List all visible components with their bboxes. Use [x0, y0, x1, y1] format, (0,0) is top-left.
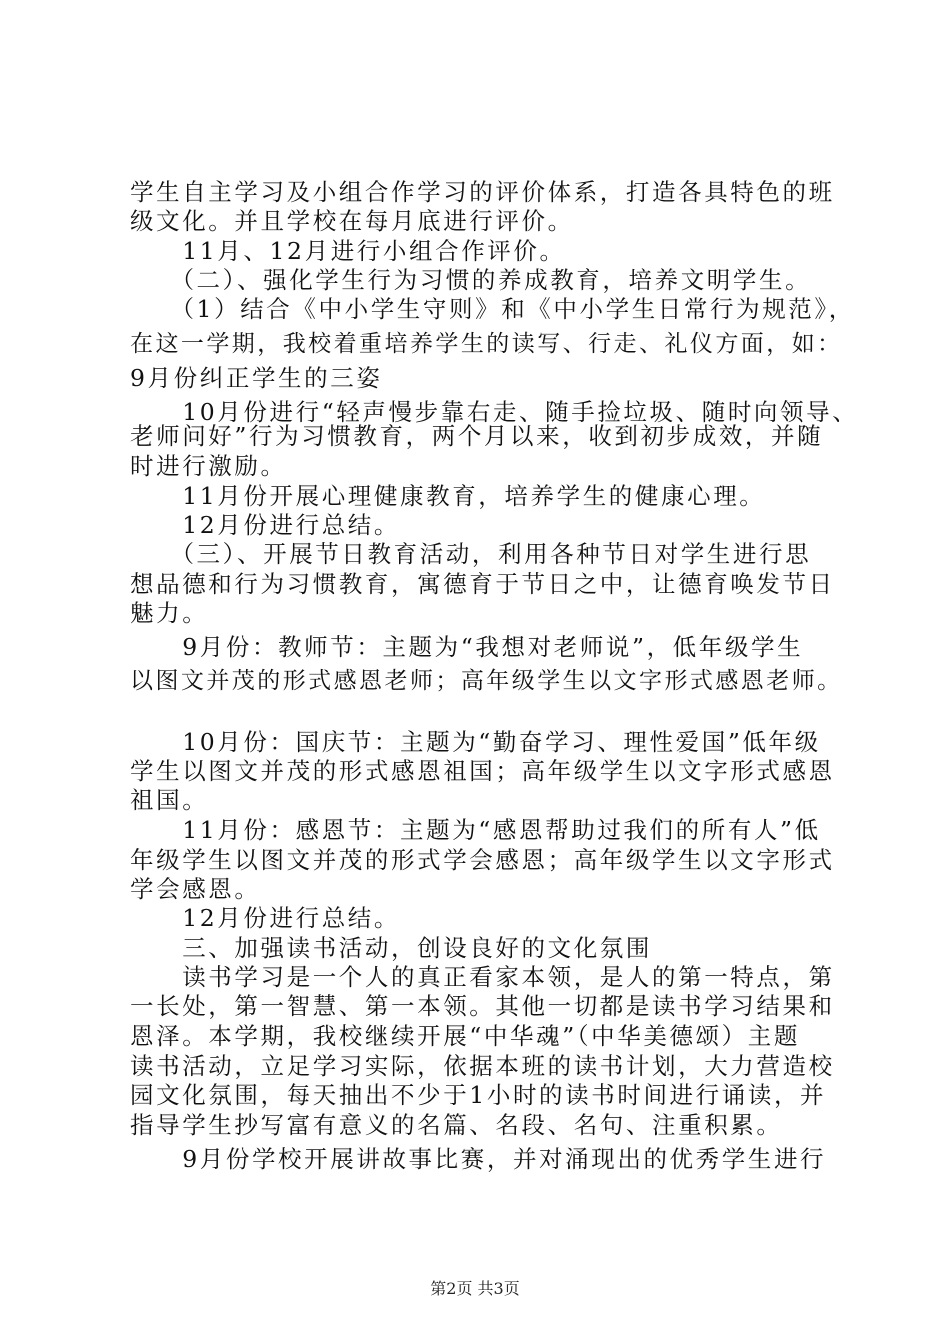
text-line: 园文化氛围，每天抽出不少于1小时的读书时间进行诵读，并: [130, 1081, 827, 1109]
text-line: 学生以图文并茂的形式感恩祖国；高年级学生以文字形式感恩: [130, 757, 835, 785]
text-line: 一长处，第一智慧、第一本领。其他一切都是读书学习结果和: [130, 992, 835, 1020]
text-line: 在这一学期，我校着重培养学生的读写、行走、礼仪方面，如：: [130, 331, 843, 357]
text-line: 9月份学校开展讲故事比赛，并对涌现出的优秀学生进行: [130, 1145, 827, 1173]
text-line: 读书学习是一个人的真正看家本领，是人的第一特点，第: [130, 963, 835, 991]
text-line: 魅力。: [130, 599, 209, 627]
text-line: 10月份进行“轻声慢步靠右走、随手捡垃圾、随时向领导、: [130, 398, 859, 426]
text-line: 想品德和行为习惯教育，寓德育于节日之中，让德育唤发节日: [130, 570, 835, 598]
text-line: 12月份进行总结。: [130, 511, 401, 539]
text-line: 12月份进行总结。: [130, 904, 401, 932]
text-line: 时进行激励。: [130, 452, 287, 480]
text-line: 11月、12月进行小组合作评价。: [130, 237, 566, 265]
text-line: 级文化。并且学校在每月底进行评价。: [130, 207, 574, 235]
text-line: 学会感恩。: [130, 875, 261, 903]
text-line: 11月份：感恩节：主题为“感恩帮助过我们的所有人”低: [130, 816, 821, 844]
text-line: 9月份纠正学生的三姿: [130, 364, 383, 392]
text-line: 老师问好”行为习惯教育，两个月以来，收到初步成效，并随: [130, 422, 824, 450]
text-line: 10月份：国庆节：主题为“勤奋学习、理性爱国”低年级: [130, 728, 821, 756]
text-line: 指导学生抄写富有意义的名篇、名段、名句、注重积累。: [130, 1111, 783, 1139]
text-line: （三）、开展节日教育活动，利用各种节日对学生进行思: [130, 540, 812, 568]
text-line: 9月份：教师节：主题为“我想对老师说”，低年级学生: [130, 633, 804, 661]
text-line: 11月份开展心理健康教育，培养学生的健康心理。: [130, 482, 766, 510]
text-line: 学生自主学习及小组合作学习的评价体系，打造各具特色的班: [130, 178, 835, 206]
text-line: 年级学生以图文并茂的形式学会感恩；高年级学生以文字形式: [130, 846, 835, 874]
text-line: 三、加强读书活动，创设良好的文化氛围: [130, 934, 652, 962]
text-line: 祖国。: [130, 786, 209, 814]
page-number-footer: 第2页 共3页: [430, 1279, 520, 1298]
text-line: 恩泽。本学期，我校继续开展“中华魂”（中华美德颂）主题: [130, 1022, 800, 1050]
text-line: （1）结合《中小学生守则》和《中小学生日常行为规范》，: [130, 295, 855, 323]
text-line: 读书活动，立足学习实际，依据本班的读书计划，大力营造校: [130, 1052, 835, 1080]
text-line: （二）、强化学生行为习惯的养成教育，培养文明学生。: [130, 266, 812, 294]
text-line: 以图文并茂的形式感恩老师；高年级学生以文字形式感恩老师。: [130, 668, 843, 694]
